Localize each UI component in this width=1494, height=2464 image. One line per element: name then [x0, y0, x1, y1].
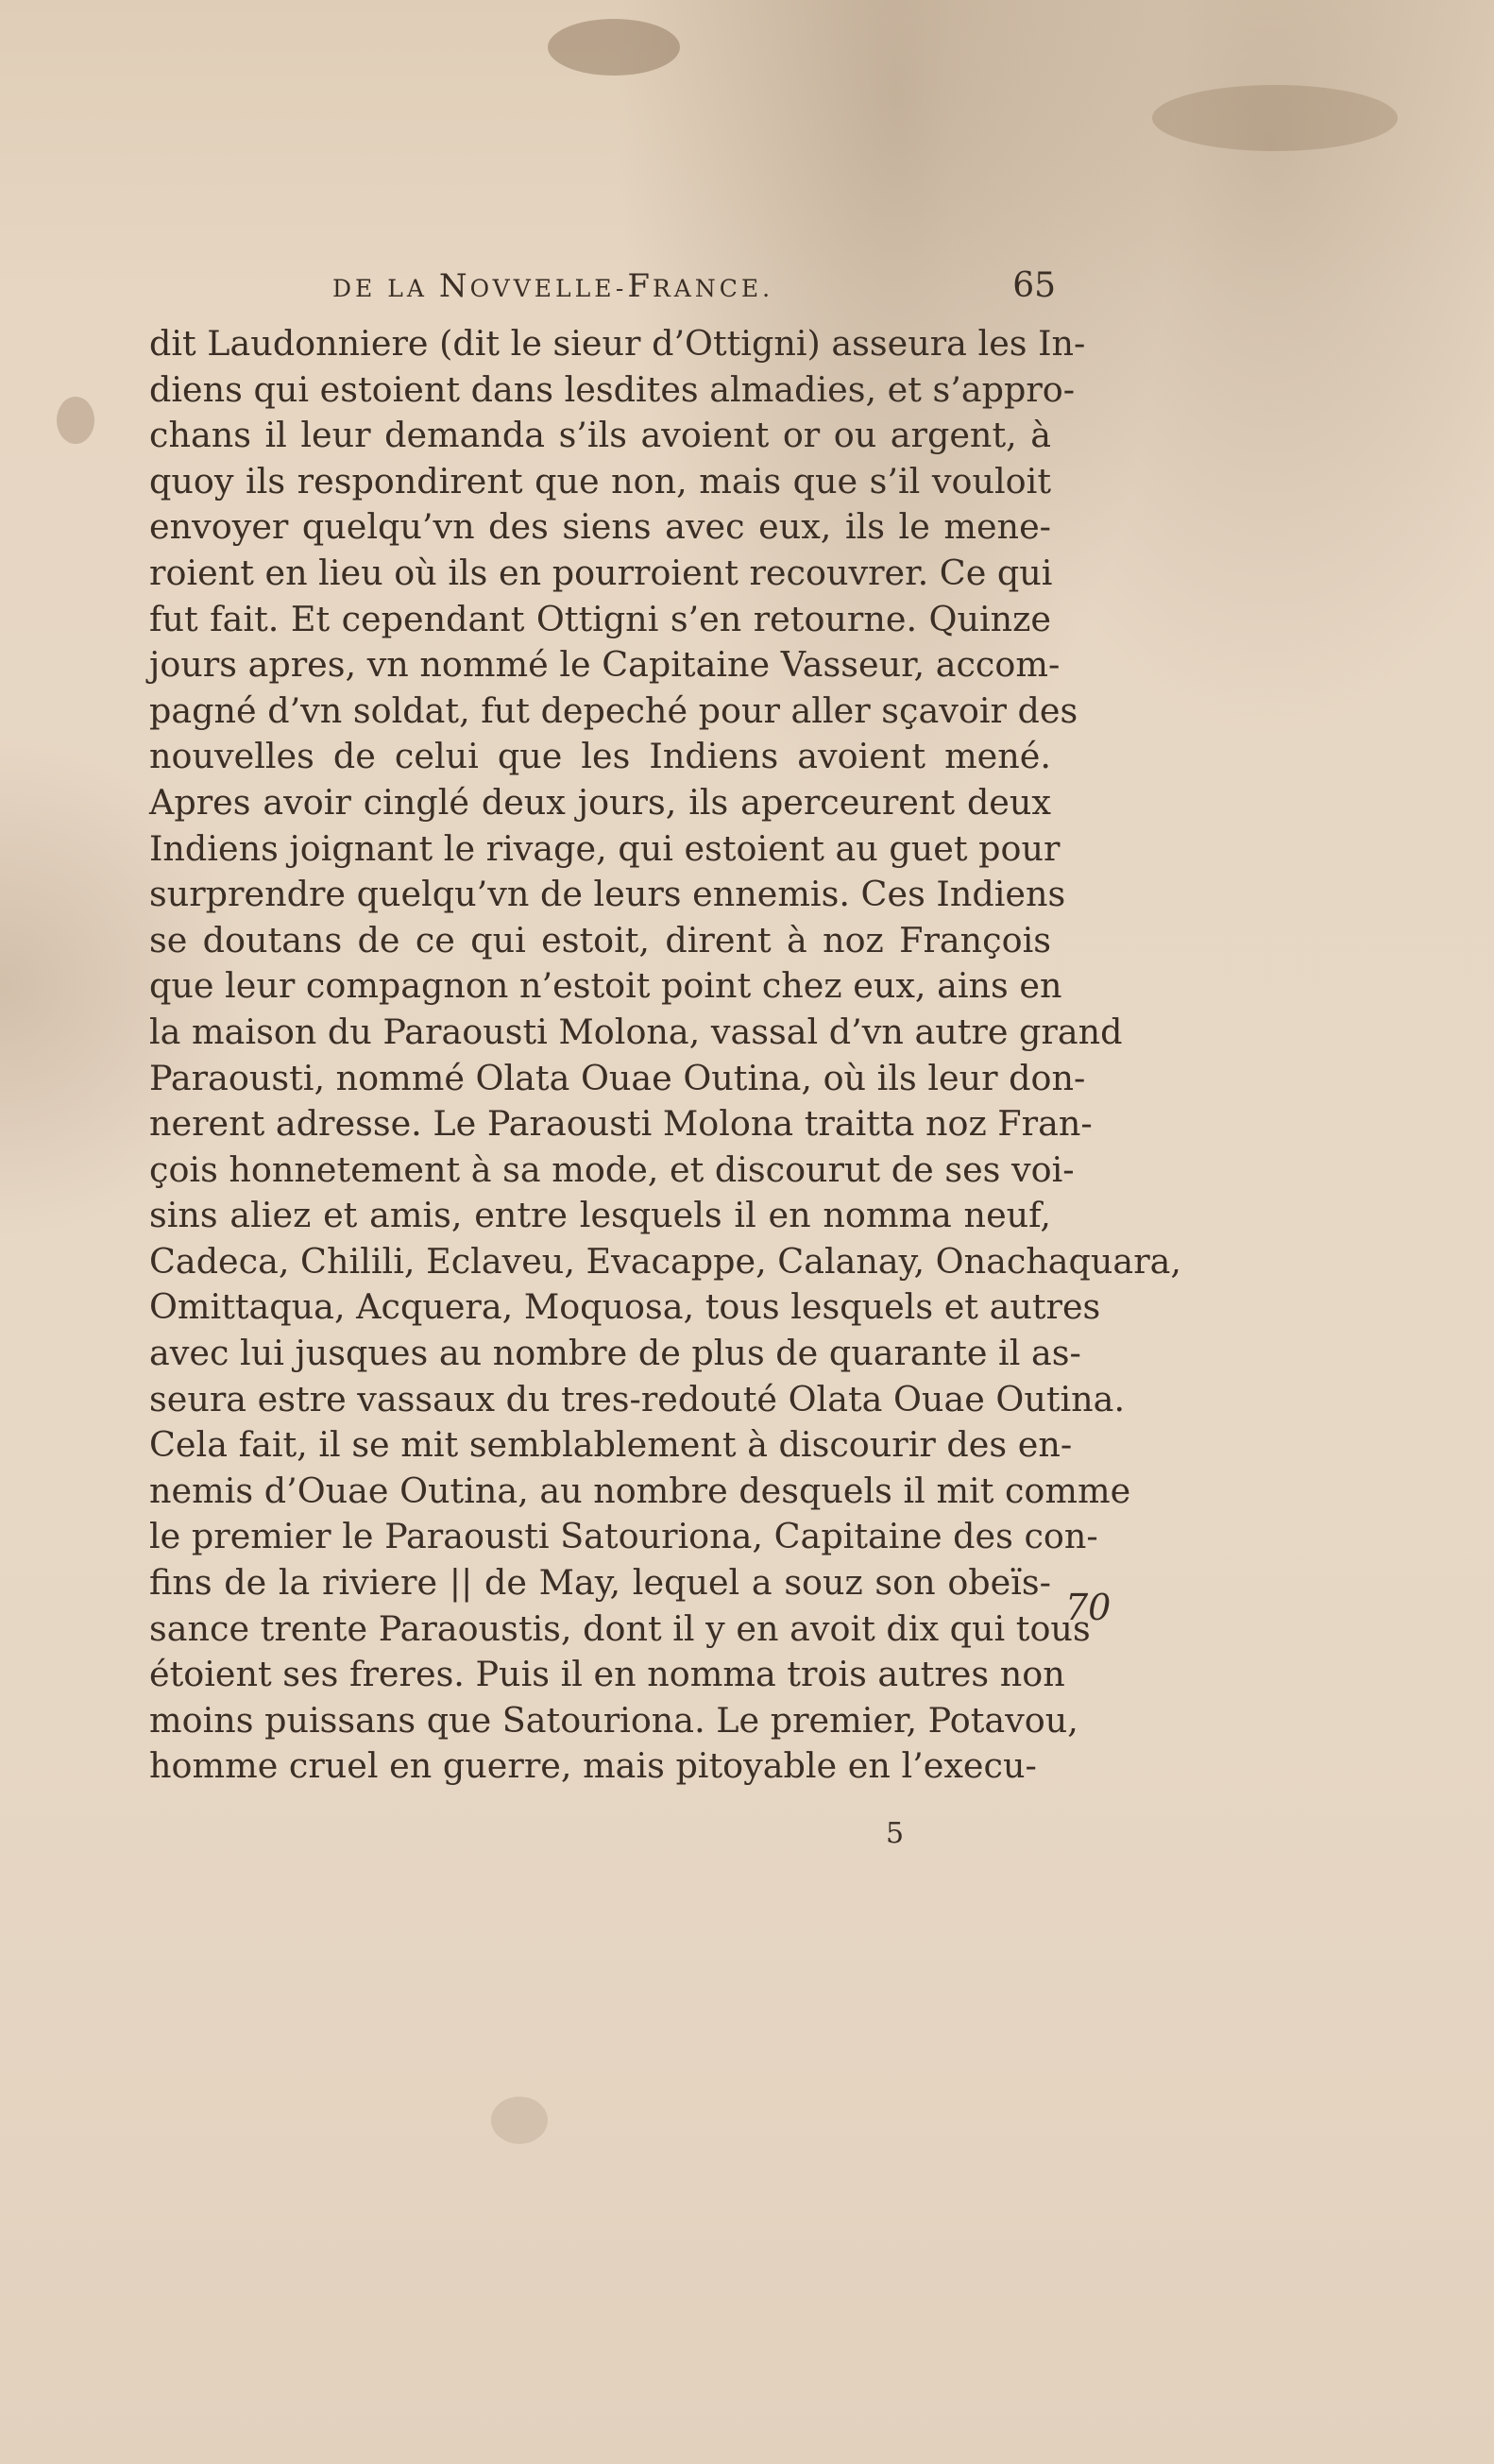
text-line: seura estre vassaux du tres-redouté Olata Ouae Outina.: [149, 1378, 1126, 1419]
text-line: nerent adresse. Le Paraousti Molona traitta noz Fran-: [149, 1103, 1093, 1145]
page-number: 65: [1012, 266, 1056, 305]
text-line: se doutans de ce qui estoit, dirent à noz François: [149, 919, 1051, 960]
running-title-ovvelle: OVVELLE-: [469, 275, 628, 302]
text-line: étoient ses freres. Puis il en nomma trois autres non: [149, 1654, 1065, 1695]
text-line: le premier le Paraousti Satouriona, Capitaine des con-: [149, 1516, 1098, 1557]
foxing-stain: [491, 2097, 548, 2144]
text-line: moins puissans que Satouriona. Le premier, Potavou,: [149, 1699, 1078, 1741]
running-title-pre: DE LA: [332, 275, 439, 302]
text-line: nemis d’Ouae Outina, au nombre desquels il mit comme: [149, 1470, 1131, 1511]
text-line: envoyer quelqu’vn des siens avec eux, ils le mene-: [149, 506, 1051, 548]
running-header: [332, 263, 1056, 310]
running-title-rance: RANCE.: [652, 275, 774, 302]
text-line: homme cruel en guerre, mais pitoyable en l’execu-: [149, 1745, 1037, 1787]
text-line: fut fait. Et cependant Ottigni s’en retourne. Quinze: [149, 598, 1051, 639]
text-line: dit Laudonniere (dit le sieur d’Ottigni) asseura les In-: [149, 323, 1086, 364]
text-line: la maison du Paraousti Molona, vassal d’vn autre grand: [149, 1011, 1123, 1052]
running-title: [332, 263, 773, 313]
text-line: que leur compagnon n’estoit point chez eux, ains en: [149, 965, 1062, 1007]
text-line: Indiens joignant le rivage, qui estoient au guet pour: [149, 827, 1061, 869]
text-line: sance trente Paraoustis, dont il y en avoit dix qui tous: [149, 1607, 1091, 1649]
text-line: quoy ils respondirent que non, mais que s’il vouloit: [149, 460, 1051, 501]
margin-line-number: 70: [1065, 1587, 1112, 1628]
text-line: chans il leur demanda s’ils avoient or ou argent, à: [149, 415, 1051, 456]
text-line: pagné d’vn soldat, fut depeché pour aller sçavoir des: [149, 689, 1078, 731]
text-line: çois honnetement à sa mode, et discourut de ses voi-: [149, 1148, 1075, 1190]
signature-mark: 5: [886, 1817, 905, 1850]
text-line: fins de la riviere || de May, lequel a souz son obeïs-: [149, 1562, 1051, 1604]
text-line: Apres avoir cinglé deux jours, ils aperceurent deux: [149, 781, 1051, 823]
text-line: Paraousti, nommé Olata Ouae Outina, où ils leur don-: [149, 1057, 1086, 1098]
text-line: sins aliez et amis, entre lesquels il en nomma neuf,: [149, 1195, 1051, 1236]
text-line: jours apres, vn nommé le Capitaine Vasseur, accom-: [149, 644, 1061, 686]
text-line: avec lui jusques au nombre de plus de quarante il as-: [149, 1333, 1081, 1374]
running-title-initial-n: N: [438, 267, 470, 305]
text-line: nouvelles de celui que les Indiens avoient mené.: [149, 736, 1051, 777]
running-title-initial-f: F: [627, 267, 653, 305]
text-line: Cadeca, Chilili, Eclaveu, Evacappe, Calanay, Onachaquara,: [149, 1240, 1182, 1282]
text-line: diens qui estoient dans lesdites almadies, et s’appro-: [149, 368, 1076, 410]
foxing-stain: [1152, 85, 1398, 151]
foxing-stain: [57, 397, 94, 444]
text-line: roient en lieu où ils en pourroient recouvrer. Ce qui: [149, 552, 1053, 593]
foxing-stain: [548, 19, 680, 76]
text-line: Omittaqua, Acquera, Moquosa, tous lesquels et autres: [149, 1286, 1101, 1328]
text-line: surprendre quelqu’vn de leurs ennemis. Ces Indiens: [149, 874, 1066, 915]
text-line: Cela fait, il se mit semblablement à discourir des en-: [149, 1424, 1073, 1466]
